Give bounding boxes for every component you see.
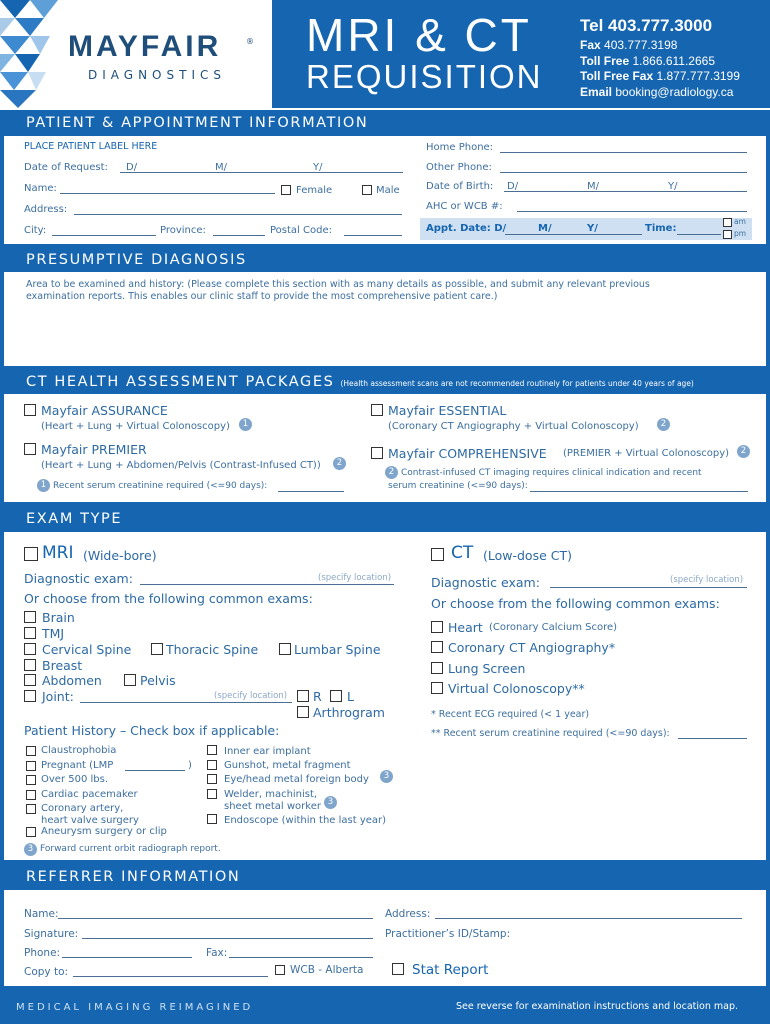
toll-free-number[interactable]: 1.866.611.2665 <box>632 53 715 68</box>
referrer-fax-field[interactable] <box>229 957 373 958</box>
header <box>0 0 770 108</box>
comprehensive-contents: (PREMIER + Virtual Colonoscopy) <box>563 448 730 459</box>
stat-report-checkbox[interactable] <box>392 963 404 975</box>
referrer-phone-field[interactable] <box>62 957 192 958</box>
aneurysm-label: Aneurysm surgery or clip <box>41 826 167 837</box>
dob-field[interactable] <box>504 191 747 192</box>
gunshot-checkbox[interactable] <box>207 760 217 770</box>
wcb-alberta-checkbox[interactable] <box>275 965 285 975</box>
arthrogram-checkbox[interactable] <box>297 706 309 718</box>
section-referrer-frame <box>0 890 770 990</box>
footnote-3-badge: 3 <box>24 843 37 856</box>
endoscope-checkbox[interactable] <box>207 814 217 824</box>
toll-free-fax-number: 1.877.777.3199 <box>656 69 740 83</box>
ct-diagnostic-exam-label: Diagnostic exam: <box>431 575 540 590</box>
appt-month-label: M/ <box>538 223 552 234</box>
aneurysm-checkbox[interactable] <box>26 827 36 837</box>
ct-diagnostic-exam-field[interactable] <box>550 587 747 588</box>
date-of-request-field[interactable] <box>120 172 403 173</box>
mri-subtitle: (Wide-bore) <box>83 548 157 563</box>
pregnant-checkbox[interactable] <box>26 761 36 771</box>
toll-free-label: Toll Free <box>580 53 630 68</box>
dob-month-label: M/ <box>587 181 599 192</box>
section-patient-heading: PATIENT & APPOINTMENT INFORMATION <box>0 110 770 136</box>
welder-label-line-1: Welder, machinist, <box>224 789 318 800</box>
creatinine-note: ** Recent serum creatinine required (<=90 days): <box>431 728 670 739</box>
inner-ear-checkbox[interactable] <box>207 745 217 755</box>
contrast-creatinine-field[interactable] <box>530 491 748 492</box>
pacemaker-checkbox[interactable] <box>26 790 36 800</box>
lung-screen-label: Lung Screen <box>448 661 526 676</box>
home-phone-field[interactable] <box>500 152 747 153</box>
section-referrer-heading: REFERRER INFORMATION <box>0 864 770 890</box>
brain-checkbox[interactable] <box>24 611 36 623</box>
wcb-alberta-label: WCB - Alberta <box>290 964 364 976</box>
ct-common-exams-label: Or choose from the following common exams: <box>431 596 720 611</box>
appt-time-label: Time: <box>645 223 677 234</box>
footnote-3-marker-eye: 3 <box>380 770 393 783</box>
referrer-fax-label: Fax: <box>206 947 228 959</box>
coronary-cta-checkbox[interactable] <box>431 641 443 653</box>
abdomen-label: Abdomen <box>42 673 102 688</box>
postal-code-label: Postal Code: <box>270 225 332 236</box>
ct-checkbox[interactable] <box>431 548 444 561</box>
heart-checkbox[interactable] <box>431 621 443 633</box>
dob-label: Date of Birth: <box>426 181 494 192</box>
home-phone-label: Home Phone: <box>426 142 494 153</box>
premier-checkbox[interactable] <box>24 443 36 455</box>
footnote-2-marker: 2 <box>333 457 346 470</box>
footnote-2-marker-essential: 2 <box>657 418 670 431</box>
footnote-2-marker-comprehensive: 2 <box>737 445 750 458</box>
joint-specify-location-hint: (specify location) <box>214 691 288 701</box>
city-label: City: <box>24 225 47 236</box>
joint-right-checkbox[interactable] <box>297 690 309 702</box>
lmp-field[interactable] <box>125 770 185 771</box>
claustrophobia-label: Claustrophobia <box>41 745 117 756</box>
footnote-2-badge: 2 <box>385 466 398 479</box>
comprehensive-label: Mayfair COMPREHENSIVE <box>388 446 547 461</box>
patient-label-placeholder: PLACE PATIENT LABEL HERE <box>24 141 158 152</box>
ct-creatinine-field[interactable] <box>678 738 747 739</box>
tmj-label: TMJ <box>42 626 65 641</box>
referrer-phone-label: Phone: <box>24 947 61 959</box>
arthrogram-label: Arthrogram <box>313 705 385 720</box>
email-label: Email <box>580 84 613 99</box>
over-500-checkbox[interactable] <box>26 775 36 785</box>
coronary-surgery-label-line-1: Coronary artery, <box>41 803 124 814</box>
welder-label-line-2: sheet metal worker <box>224 801 321 812</box>
footnote-2-text-line-2: serum creatinine (<=90 days): <box>388 481 528 491</box>
copy-to-label: Copy to: <box>24 966 69 978</box>
female-checkbox[interactable] <box>281 185 291 195</box>
pelvis-checkbox[interactable] <box>124 674 136 686</box>
referrer-name-label: Name: <box>24 908 59 920</box>
virtual-colonoscopy-label: Virtual Colonoscopy** <box>448 681 585 696</box>
premier-label: Mayfair PREMIER <box>41 442 147 457</box>
province-label: Province: <box>160 225 206 236</box>
breast-label: Breast <box>42 658 83 673</box>
male-checkbox[interactable] <box>362 185 372 195</box>
referrer-signature-label: Signature: <box>24 928 79 940</box>
brain-label: Brain <box>42 610 75 625</box>
request-month-label: M/ <box>215 162 227 173</box>
fax-label: Fax <box>580 38 601 52</box>
copy-to-field[interactable] <box>73 976 268 977</box>
title-line-1: MRI & CT <box>306 9 532 61</box>
assurance-label: Mayfair ASSURANCE <box>41 403 168 418</box>
joint-checkbox[interactable] <box>24 690 36 702</box>
footnote-1-badge: 1 <box>37 479 50 492</box>
assurance-contents: (Heart + Lung + Virtual Colonoscopy) <box>41 421 230 432</box>
inner-ear-label: Inner ear implant <box>224 746 311 757</box>
joint-left-checkbox[interactable] <box>330 690 342 702</box>
fax-number: 403.777.3198 <box>604 38 678 52</box>
patient-name-field[interactable] <box>60 193 275 194</box>
essential-contents: (Coronary CT Angiography + Virtual Colonoscopy) <box>388 421 639 432</box>
ct-label: CT <box>451 543 474 563</box>
creatinine-date-field[interactable] <box>278 491 344 492</box>
mri-common-exams-label: Or choose from the following common exams: <box>24 591 313 606</box>
joint-location-field[interactable] <box>80 702 292 703</box>
appt-time-field[interactable] <box>677 234 721 235</box>
section-diagnosis-heading: PRESUMPTIVE DIAGNOSIS <box>0 248 770 272</box>
patient-history-heading: Patient History – Check box if applicable: <box>24 723 280 738</box>
pacemaker-label: Cardiac pacemaker <box>41 789 138 800</box>
ahc-label: AHC or WCB #: <box>426 201 503 212</box>
essential-checkbox[interactable] <box>371 404 383 416</box>
breast-checkbox[interactable] <box>24 659 36 671</box>
name-label: Name: <box>24 183 57 194</box>
footnote-1-text: Recent serum creatinine required (<=90 days): <box>53 481 268 491</box>
abdomen-checkbox[interactable] <box>24 674 36 686</box>
thoracic-spine-checkbox[interactable] <box>151 643 163 655</box>
appt-date-label: Appt. Date: D/ <box>426 223 507 234</box>
mri-specify-location-hint: (specify location) <box>318 573 392 583</box>
coronary-cta-label: Coronary CT Angiography* <box>448 640 616 655</box>
eye-head-metal-checkbox[interactable] <box>207 774 217 784</box>
female-label: Female <box>296 185 333 196</box>
date-of-request-label: Date of Request: <box>24 162 108 173</box>
dob-year-label: Y/ <box>668 181 678 192</box>
footnote-2-text-line-1: Contrast-infused CT imaging requires clinical indication and recent <box>401 468 702 478</box>
premier-contents: (Heart + Lung + Abdomen/Pelvis (Contrast-Infused CT)) <box>41 460 321 471</box>
pregnant-label: Pregnant (LMP <box>41 760 114 771</box>
coronary-surgery-label-line-2: heart valve surgery <box>41 815 139 826</box>
cervical-spine-label: Cervical Spine <box>42 642 132 657</box>
endoscope-label: Endoscope (within the last year) <box>224 815 387 826</box>
lmp-close-paren: ) <box>188 760 192 771</box>
mri-diagnostic-exam-label: Diagnostic exam: <box>24 571 133 586</box>
heart-subtitle: (Coronary Calcium Score) <box>489 622 618 633</box>
am-label: am <box>734 217 746 226</box>
footer-note: See reverse for examination instructions and location map. <box>456 1001 739 1012</box>
tmj-checkbox[interactable] <box>24 627 36 639</box>
packages-age-note: (Health assessment scans are not recommended routinely for patients under 40 years of age) <box>340 379 694 388</box>
patient-address-field[interactable] <box>74 214 402 215</box>
heart-label: Heart <box>448 620 483 635</box>
request-day-label: D/ <box>126 162 138 173</box>
footnote-3-marker-welder: 3 <box>324 796 337 809</box>
pm-checkbox[interactable] <box>723 230 732 239</box>
toll-free-fax-label: Toll Free Fax <box>580 69 654 83</box>
pm-label: pm <box>734 229 747 238</box>
am-checkbox[interactable] <box>723 218 732 227</box>
practitioner-id-label: Practitioner’s ID/Stamp: <box>385 928 511 940</box>
address-label: Address: <box>24 204 68 215</box>
gunshot-label: Gunshot, metal fragment <box>224 760 351 771</box>
claustrophobia-checkbox[interactable] <box>26 746 36 756</box>
ecg-note: * Recent ECG required (< 1 year) <box>431 709 590 720</box>
tel-label: Tel <box>580 16 604 35</box>
coronary-surgery-checkbox[interactable] <box>26 804 36 814</box>
male-label: Male <box>376 185 400 196</box>
joint-left-label: L <box>347 689 354 704</box>
hexagon-pattern-graphic <box>0 0 64 108</box>
ct-subtitle: (Low-dose CT) <box>483 548 573 563</box>
over-500-label: Over 500 lbs. <box>41 774 109 785</box>
mri-label: MRI <box>42 543 74 563</box>
joint-right-label: R <box>313 689 322 704</box>
referrer-signature-field[interactable] <box>82 938 373 939</box>
province-field[interactable] <box>213 235 265 236</box>
pelvis-label: Pelvis <box>140 673 176 688</box>
email-link[interactable]: booking@radiology.ca <box>615 84 734 99</box>
ahc-field[interactable] <box>517 211 747 212</box>
other-phone-label: Other Phone: <box>426 162 492 173</box>
referrer-name-field[interactable] <box>58 918 373 919</box>
request-year-label: Y/ <box>313 162 323 173</box>
cervical-spine-checkbox[interactable] <box>24 643 36 655</box>
lung-screen-checkbox[interactable] <box>431 662 443 674</box>
thoracic-spine-label: Thoracic Spine <box>166 642 259 657</box>
stat-report-label: Stat Report <box>412 962 489 978</box>
mri-checkbox[interactable] <box>24 547 38 561</box>
essential-label: Mayfair ESSENTIAL <box>388 403 507 418</box>
referrer-address-field[interactable] <box>435 918 742 919</box>
virtual-colonoscopy-checkbox[interactable] <box>431 682 443 694</box>
registered-mark: ® <box>246 37 254 46</box>
footnote-3-text: Forward current orbit radiograph report. <box>40 844 221 854</box>
tel-number[interactable]: 403.777.3000 <box>608 16 713 35</box>
footnote-1-marker: 1 <box>239 418 252 431</box>
diagnosis-instructions-line-2: examination reports. This enables our clinic staff to provide the most comprehensive patient care.) <box>26 291 498 302</box>
diagnosis-instructions-line-1: Area to be examined and history: (Please complete this section with as many details as possible, and submit any relevant previous <box>26 279 650 290</box>
section-exam-heading: EXAM TYPE <box>0 506 770 532</box>
logo-wordmark: MAYFAIR <box>68 30 222 63</box>
title-line-2: REQUISITION <box>306 58 543 95</box>
welder-checkbox[interactable] <box>207 789 217 799</box>
dob-day-label: D/ <box>507 181 519 192</box>
referrer-address-label: Address: <box>385 908 431 920</box>
city-field[interactable] <box>52 235 156 236</box>
eye-head-metal-label: Eye/head metal foreign body <box>224 774 369 785</box>
appt-year-label: Y/ <box>587 223 598 234</box>
contact-block <box>580 16 740 100</box>
postal-code-field[interactable] <box>344 235 402 236</box>
joint-label: Joint: <box>42 689 74 704</box>
comprehensive-checkbox[interactable] <box>371 447 383 459</box>
mri-diagnostic-exam-field[interactable] <box>140 584 394 585</box>
other-phone-field[interactable] <box>500 172 747 173</box>
assurance-checkbox[interactable] <box>24 404 36 416</box>
lumbar-spine-checkbox[interactable] <box>279 643 291 655</box>
footer-tagline: MEDICAL IMAGING REIMAGINED <box>16 1002 254 1013</box>
ct-specify-location-hint: (specify location) <box>670 575 744 585</box>
section-packages-heading: CT HEALTH ASSESSMENT PACKAGES (Health assessment scans are not recommended routinely for patients under 40 years of age) <box>0 370 770 394</box>
logo-subtitle: DIAGNOSTICS <box>88 68 226 82</box>
appt-date-field[interactable] <box>505 234 642 235</box>
lumbar-spine-label: Lumbar Spine <box>294 642 381 657</box>
